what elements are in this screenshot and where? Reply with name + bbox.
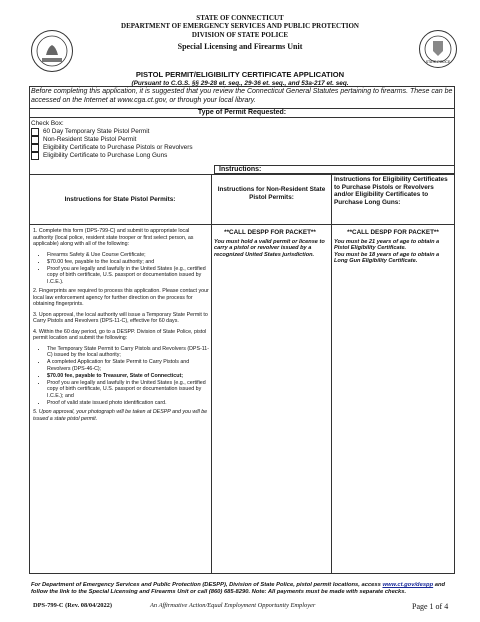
employer-statement: An Affirmative Action/Equal Employment Opportunity Employer (150, 602, 316, 609)
permit-type-heading: Type of Permit Requested: (29, 108, 455, 118)
check-box-label: Check Box: (31, 120, 64, 127)
option-non-resident[interactable]: Non-Resident State Pistol Permit (31, 136, 193, 144)
step-3: 3. Upon approval, the local authority will issue a Temporary State Permit to Carry Pistols and Revolvers (DPS-11-C), effective for 60 days. (33, 311, 208, 324)
list-item: • Proof you are legally and lawfully in the United States (e.g., certified copy of birth certificate, U.S. passport or documentation issued by I.C.E.). (47, 266, 209, 286)
option-eligibility-pistols[interactable]: Eligibility Certificate to Purchase Pistols or Revolvers (31, 144, 193, 152)
col-head-eligibility: Instructions for Eligibility Certificates to Purchase Pistols or Revolvers and/or Eligibility Certificates to Purchase Long Guns: (334, 176, 448, 206)
division-name: DIVISION OF STATE POLICE (191, 30, 289, 39)
column-divider (331, 174, 332, 574)
step-4: 4. Within the 60 day period, go to a DESPP. Division of State Police, pistol permit location and submit the following: (33, 328, 207, 341)
checkbox[interactable] (31, 128, 39, 136)
list-item: • Proof you are legally and lawfully in the United States (e.g., certified copy of birth certificate, U.S. passport or documentation issued by I.C.E.); and (47, 380, 209, 400)
step-4-list (33, 346, 209, 407)
pistol-age-requirement: You must be 21 years of age to obtain a Pistol Eligibility Certificate. (334, 238, 440, 252)
long-gun-age-requirement: You must be 18 years of age to obtain a Long Gun Eligibility Certificate. (334, 251, 440, 265)
non-resident-instructions (214, 230, 326, 258)
list-item: • A completed Application for State Permit to Carry Pistols and Revolvers (DPS-46-C); (47, 359, 209, 372)
instructions-heading: Instructions: (214, 165, 455, 174)
permit-type-options (31, 120, 193, 160)
state-name: STATE OF CONNECTICUT (196, 14, 284, 22)
col-head-state-permits: Instructions for State Pistol Permits: (64, 196, 176, 203)
col-head-non-resident: Instructions for Non-Resident State Pistol Permits: (217, 186, 326, 201)
form-number: DPS-799-C (Rev. 08/04/2022) (33, 602, 112, 609)
checkbox[interactable] (31, 152, 39, 160)
step-2: 2. Fingerprints are required to process this application. Please contact your local law enforcement agency for further direction on the process for obtaining fingerprints. (33, 288, 209, 307)
option-60-day-temporary[interactable]: 60 Day Temporary State Pistol Permit (31, 128, 193, 136)
intro-text: Before completing this application, it is suggested that you review the Connecticut General Statutes pertaining to firearms. These can be accessed on the Internet at www.cga.ct.gov, or through your local library. (31, 88, 453, 104)
checkbox[interactable] (31, 136, 39, 144)
list-item: • $70.00 fee, payable to Treasurer, State of Connecticut; (47, 373, 209, 380)
despp-link[interactable]: www.ct.gov/despp (382, 582, 434, 588)
column-divider (211, 174, 212, 574)
unit-name: Special Licensing and Firearms Unit (177, 42, 303, 52)
agency-header (0, 14, 480, 52)
table-header-rule (29, 224, 455, 225)
checkbox[interactable] (31, 144, 39, 152)
eligibility-instructions (334, 230, 452, 265)
step-1-list (33, 252, 209, 286)
list-item: • $70.00 fee, payable to the local authority; and (47, 259, 209, 266)
step-5: 5. Upon approval, your photograph will be taken at DESPP and you will be issued a state pistol permit. (33, 409, 208, 422)
badge-text: STATE POLICE (425, 60, 451, 64)
form-title: PISTOL PERMIT/ELIGIBILITY CERTIFICATE APPLICATION (135, 70, 345, 79)
list-item: • Proof of valid state issued photo identification card. (47, 400, 209, 407)
statute-reference: (Pursuant to C.G.S. §§ 29-28 et. seq., 29-36 et. seq., and 53a-217 et. seq. (131, 79, 349, 87)
list-item: • The Temporary State Permit to Carry Pistols and Revolvers (DPS-11-C) issued by the local authority; (47, 346, 209, 359)
non-resident-requirement: You must hold a valid permit or license to carry a pistol or revolver issued by a recognized United States jurisdiction. (214, 238, 325, 258)
footer-note: For Department of Emergency Services and Public Protection (DESPP), Division of State Police, pistol permit locations, access www.ct.gov/despp and follow the link to the Special Licensing and Firearms Unit or call (860) 685-8290. Note: All payments must be made with separate checks. (31, 582, 446, 595)
call-despp-notice: **CALL DESPP FOR PACKET** (224, 229, 316, 236)
state-permit-instructions (33, 228, 209, 426)
page-number: Page 1 of 4 (412, 602, 449, 611)
step-1: 1. Complete this form (DPS-799-C) and submit to appropriate local authority (local police, resident state trooper or first select person, as applicable) along with all of the following: (33, 228, 194, 247)
call-despp-notice: **CALL DESPP FOR PACKET** (347, 229, 439, 236)
option-eligibility-long-guns[interactable]: Eligibility Certificate to Purchase Long Guns (31, 152, 193, 160)
table-top-rule (29, 174, 455, 175)
department-name: DEPARTMENT OF EMERGENCY SERVICES AND PUBLIC PROTECTION (121, 22, 359, 31)
list-item: • Firearms Safety & Use Course Certificate; (47, 252, 209, 259)
